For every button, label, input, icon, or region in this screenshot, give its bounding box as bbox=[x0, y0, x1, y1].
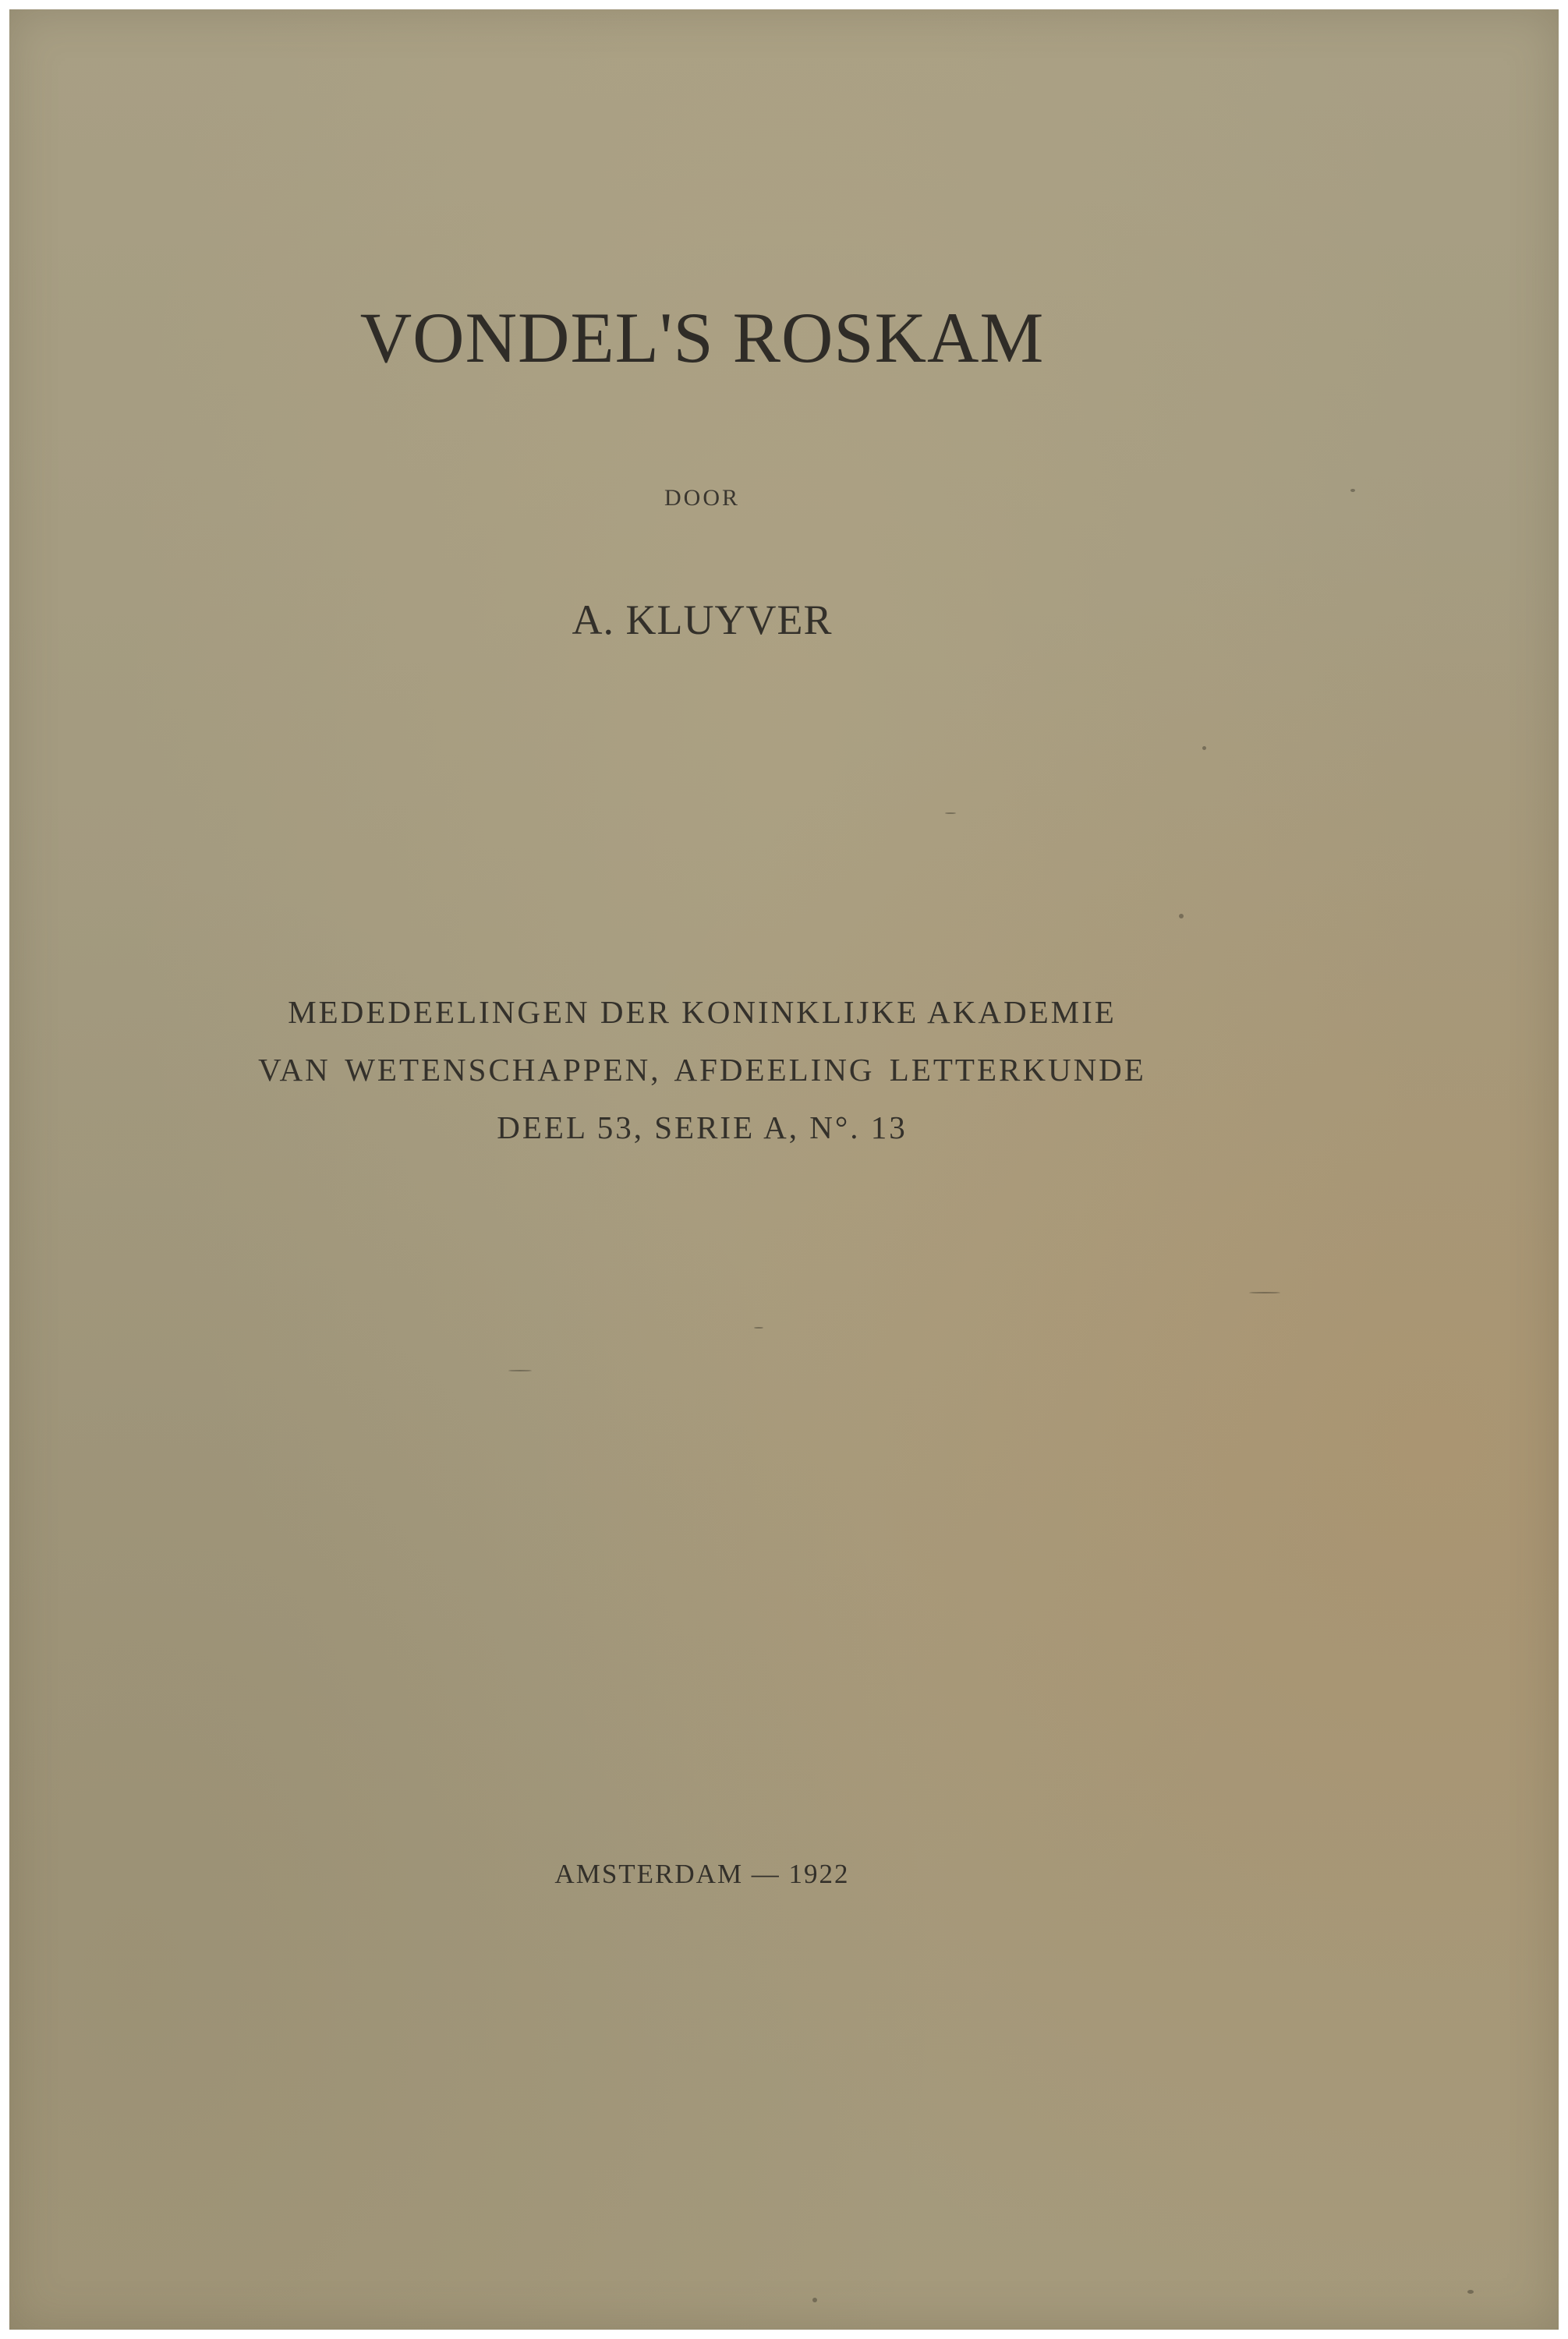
paper-speck bbox=[1467, 2290, 1474, 2294]
cover-imprint: AMSTERDAM — 1922 bbox=[554, 1859, 850, 1889]
paper-speck bbox=[1249, 1292, 1280, 1293]
series-line-1: MEDEDEELINGEN DER KONINKLIJKE AKADEMIE bbox=[288, 994, 1117, 1030]
paper-speck bbox=[812, 2298, 817, 2302]
book-cover bbox=[9, 9, 1559, 2330]
paper-speck bbox=[508, 1370, 532, 1371]
cover-title: VONDEL'S ROSKAM bbox=[359, 298, 1045, 377]
cover-author: A. KLUYVER bbox=[572, 596, 833, 643]
paper-speck bbox=[1179, 914, 1184, 918]
paper-speck bbox=[945, 812, 956, 814]
paper-speck bbox=[754, 1327, 763, 1329]
series-line-3: DEEL 53, SERIE A, N°. 13 bbox=[497, 1109, 908, 1145]
cover-byline-label: DOOR bbox=[664, 485, 740, 511]
series-line-2: VAN WETENSCHAPPEN, AFDEELING LETTERKUNDE bbox=[258, 1052, 1146, 1088]
paper-speck bbox=[1350, 489, 1355, 492]
paper-speck bbox=[1202, 746, 1206, 750]
